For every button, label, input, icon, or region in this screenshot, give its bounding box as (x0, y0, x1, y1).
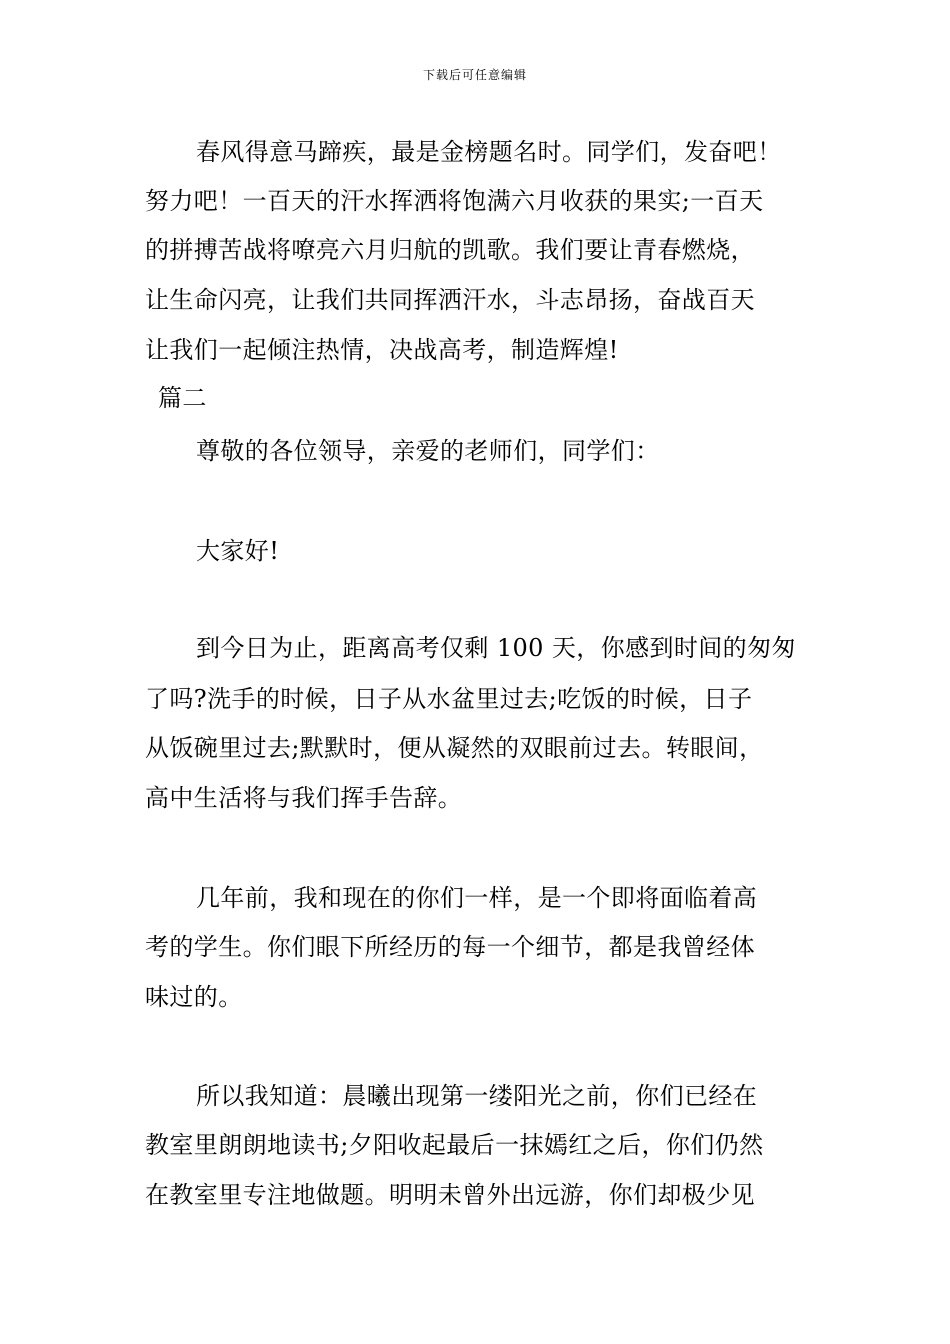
paragraph-line: 考的学生。你们眼下所经历的每一个细节，都是我曾经体 (145, 933, 755, 961)
paragraph-line: 高中生活将与我们挥手告辞。 (145, 784, 463, 812)
paragraph-line: 在教室里专注地做题。明明未曾外出远游，你们却极少见 (145, 1181, 755, 1209)
header-note: 下载后可任意编辑 (422, 68, 527, 82)
paragraph-line: 让我们一起倾注热情，决战高考，制造辉煌! (145, 336, 619, 364)
paragraph-line: 的拼搏苦战将嘹亮六月归航的凯歌。我们要让青春燃烧， (145, 236, 755, 264)
paragraph-line: 让生命闪亮，让我们共同挥洒汗水，斗志昂扬，奋战百天 (145, 286, 755, 314)
paragraph-line: 味过的。 (145, 983, 243, 1011)
paragraph-line: 教室里朗朗地读书;夕阳收起最后一抹嫣红之后，你们仍然 (145, 1131, 764, 1159)
paragraph-line: 春风得意马蹄疾，最是金榜题名时。同学们，发奋吧！ (196, 138, 782, 166)
section-heading: 篇二 (158, 384, 207, 412)
paragraph-line: 了吗?洗手的时候，日子从水盆里过去;吃饭的时候，日子 (145, 685, 753, 713)
greeting-line: 大家好! (196, 537, 280, 565)
paragraph-line: 到今日为止，距离高考仅剩 100 天，你感到时间的匆匆 (196, 634, 796, 662)
paragraph-line: 所以我知道：晨曦出现第一缕阳光之前，你们已经在 (196, 1082, 758, 1110)
paragraph-line: 努力吧！一百天的汗水挥洒将饱满六月收获的果实;一百天 (145, 187, 764, 215)
paragraph-line: 从饭碗里过去;默默时，便从凝然的双眼前过去。转眼间， (145, 734, 764, 762)
salutation-line: 尊敬的各位领导，亲爱的老师们，同学们： (196, 437, 660, 465)
paragraph-line: 几年前，我和现在的你们一样，是一个即将面临着高 (196, 884, 758, 912)
